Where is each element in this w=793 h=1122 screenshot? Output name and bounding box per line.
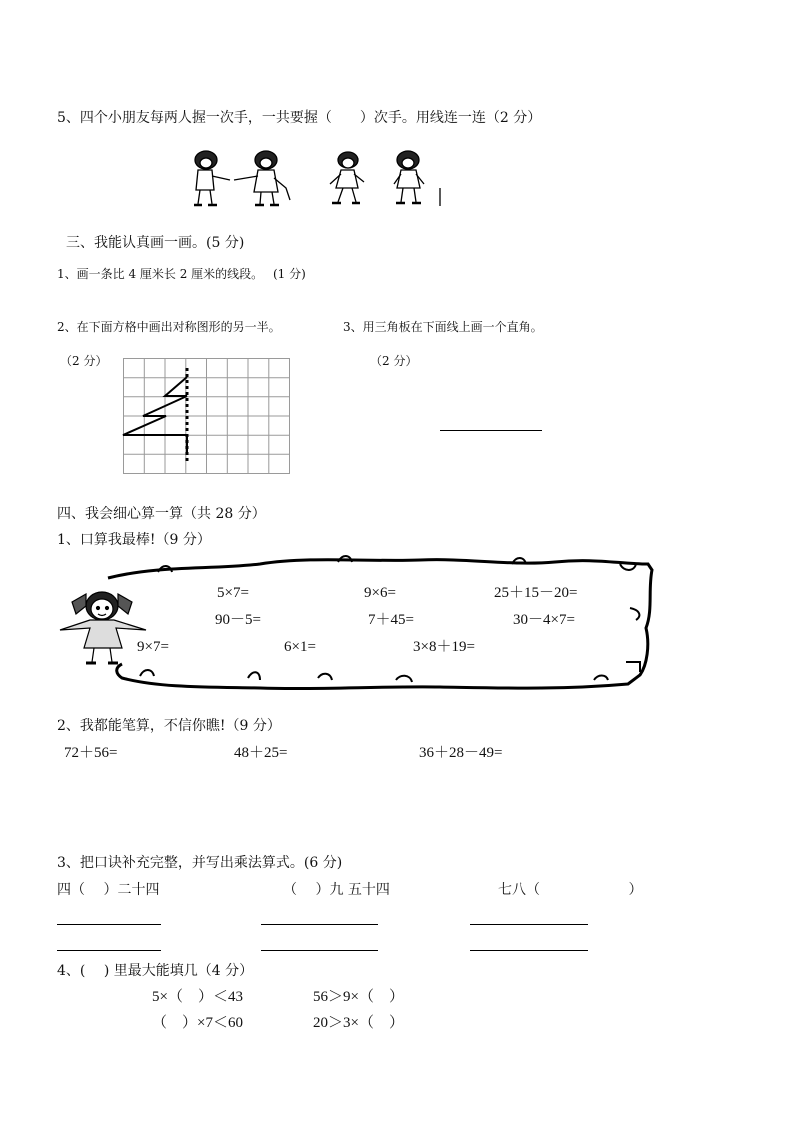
section-4-question-2-title: 2、我都能笔算，不信你瞧!（9 分） [57,718,281,734]
section-4-question-1-title: 1、口算我最棒!（9 分） [57,532,211,548]
girl-icon [56,584,148,668]
oral-calc-item-9: 3×8＋19= [413,639,475,655]
oral-calc-item-7: 9×7= [137,639,169,655]
written-calc-item-2: 48＋25= [234,745,288,761]
children-handshake-illustration [188,148,443,210]
fill-max-item-4: 20＞3×（ ） [313,1015,404,1031]
written-calc-item-3: 36＋28－49= [419,745,503,761]
oral-calc-item-2: 9×6= [364,585,396,601]
section-4-question-3-title: 3、把口诀补充完整，并写出乘法算式。(6 分) [57,855,343,871]
oral-calc-item-5: 7＋45= [368,612,414,628]
answer-line [57,950,161,951]
section-3-title: 三、我能认真画一画。(5 分) [66,235,245,251]
rhyme-item-3: 七八（ ） [498,882,643,898]
answer-line [261,924,378,925]
baseline-segment [440,430,542,431]
answer-line [57,924,161,925]
answer-line [470,950,588,951]
oral-calc-item-3: 25＋15－20= [494,585,578,601]
section-3-question-3-score: （2 分） [370,354,418,368]
fill-max-item-1: 5×（ ）＜43 [152,989,243,1005]
section-3-question-3: 3、用三角板在下面线上画一个直角。 [343,320,543,334]
oral-calc-item-4: 90－5= [215,612,261,628]
oral-calc-item-8: 6×1= [284,639,316,655]
section-4-title: 四、我会细心算一算（共 28 分） [57,506,266,522]
fill-max-item-3: （ ）×7＜60 [152,1015,243,1031]
rhyme-item-1: 四（ ）二十四 [57,882,160,898]
section-3-question-2: 2、在下面方格中画出对称图形的另一半。 [57,320,281,334]
fill-max-item-2: 56＞9×（ ） [313,989,404,1005]
answer-line [261,950,378,951]
answer-line [470,924,588,925]
symmetry-grid [123,358,293,475]
rhyme-item-2: （ ）九 五十四 [283,882,390,898]
oral-calc-item-6: 30－4×7= [513,612,575,628]
oral-calc-item-1: 5×7= [217,585,249,601]
section-4-question-4-title: 4、( ) 里最大能填几（4 分） [57,963,254,979]
section-3-question-1: 1、画一条比 4 厘米长 2 厘米的线段。 (1 分) [57,267,306,281]
written-calc-item-1: 72＋56= [64,745,118,761]
question-5: 5、四个小朋友每两人握一次手，一共要握（ ）次手。用线连一连（2 分） [57,110,542,126]
section-3-question-2-score: （2 分） [60,354,108,368]
